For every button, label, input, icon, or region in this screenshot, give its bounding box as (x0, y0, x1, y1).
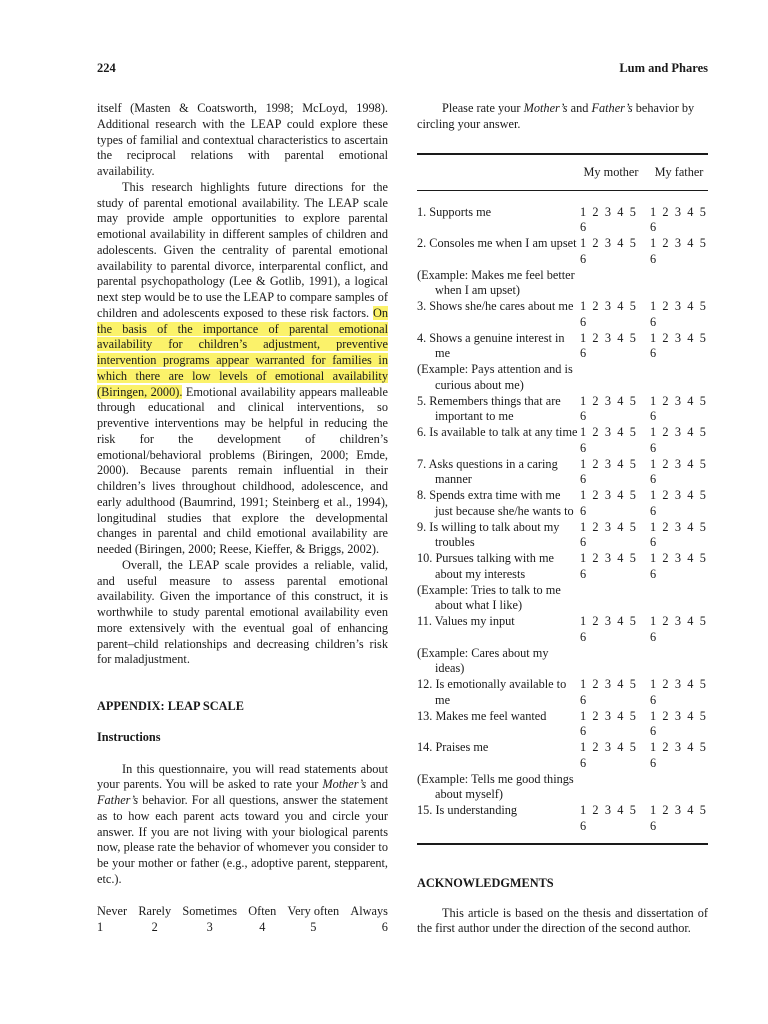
item-text: (Example: Tells me good things about myself) (417, 771, 574, 802)
table-header (417, 155, 708, 190)
leap-item (417, 709, 708, 741)
leap-items-table (417, 191, 708, 843)
scale-item: Rarely 2 (138, 903, 172, 934)
instructions-paragraph: In this questionnaire, you will read statements about your parents. You will be asked to rate your Mother’s and Father’s behavior. For all questions, answer the statement as to how each parent acts toward you and circle your answer. If you are not living with your biological parents now, please rate the behavior of whomever you consider to be your mother or father (e.g., adoptive parent, stepparent, etc.). (97, 761, 388, 886)
item-text: (Example: Cares about my ideas) (417, 645, 549, 676)
father-rating: 1 2 3 4 5 6 (650, 488, 708, 518)
right-column (417, 101, 708, 937)
rating-blank (650, 362, 708, 394)
mother-rating: 1 2 3 4 5 6 (580, 519, 638, 550)
rating-blank (650, 583, 708, 615)
left-column (97, 101, 388, 935)
leap-item-example (417, 362, 708, 394)
appendix-heading: APPENDIX: LEAP SCALE (97, 699, 244, 713)
item-text: (Example: Makes me feel better when I am upset) (417, 267, 575, 298)
mother-rating: 1 2 3 4 5 6 (580, 425, 638, 455)
mother-rating: 1 2 3 4 5 6 (580, 456, 638, 487)
father-rating: 1 2 3 4 5 6 (650, 551, 708, 581)
father-rating: 1 2 3 4 5 6 (650, 236, 708, 266)
rating-blank (580, 583, 642, 615)
item-text: 8. Spends extra time with me just because she/he wants to (417, 488, 574, 518)
father-rating: 1 2 3 4 5 6 (650, 677, 708, 707)
mother-rating: 1 2 3 4 5 6 (580, 803, 638, 833)
rating-blank (580, 772, 642, 804)
leap-item-example (417, 583, 708, 615)
item-text: 2. Consoles me when I am upset (417, 236, 577, 250)
rating-blank (580, 646, 642, 678)
leap-item (417, 299, 708, 331)
father-rating: 1 2 3 4 5 6 (650, 803, 708, 833)
leap-item-example (417, 772, 708, 804)
mother-rating: 1 2 3 4 5 6 (580, 488, 638, 518)
acknowledgments-text: This article is based on the thesis and dissertation of the first author under the direction of the second author. (417, 905, 708, 936)
item-text: 12. Is emotionally available to me (417, 677, 567, 707)
mother-rating: 1 2 3 4 5 6 (580, 236, 638, 266)
mother-rating: 1 2 3 4 5 6 (580, 204, 638, 235)
leap-item (417, 394, 708, 426)
father-rating: 1 2 3 4 5 6 (650, 425, 708, 455)
mother-rating: 1 2 3 4 5 6 (580, 299, 638, 329)
item-text: 4. Shows a genuine interest in me (417, 330, 565, 361)
mother-rating: 1 2 3 4 5 6 (580, 614, 638, 644)
father-column-header: My father (654, 164, 704, 179)
leap-item (417, 614, 708, 646)
table-bottom-rule (417, 843, 708, 845)
item-text: 7. Asks questions in a caring manner (417, 456, 558, 487)
scale-item: Sometimes 3 (182, 903, 238, 934)
rating-blank (650, 646, 708, 678)
scale-item: Always 6 (350, 903, 388, 934)
item-text: 13. Makes me feel wanted (417, 708, 547, 723)
father-rating: 1 2 3 4 5 6 (650, 456, 708, 487)
item-text: 9. Is willing to talk about my troubles (417, 519, 560, 550)
rating-instructions: Please rate your Mother’s and Father’s behavior by circling your answer. (417, 101, 695, 131)
paragraph-2: This research highlights future directions for the study of parental emotional availability. The LEAP scale may provide ample opportunities to explore parental emotional availability in different samples of children and adolescents. Given the centrality of parental emotional availability to parental divorce, interparental conflict, and parental psychopathology (Lee & Gotlib, 1991), a logical next step would be to use the LEAP to compare samples of children and adolescents exposed to these risk factors. On the basis of the importance of parental emotional availability for children’s adjustment, preventive intervention programs appear warranted for families in which there are low levels of emotional availability (Biringen, 2000). Emotional availability appears malleable through educational and clinical interventions, so preventive interventions may be helpful in reducing the risk for the development of children’s emotional/behavioral problems (Biringen, 2000; Emde, 2000). Because parents remain influential in their children’s lives throughout childhood, adolescence, and early adulthood (Baumrind, 1991; Steinberg et al., 1994), longitudinal studies that explore the developmental changes in parental and child emotional availability are needed (Biringen, 2000; Reese, Kieffer, & Briggs, 2002). (97, 179, 388, 556)
item-text: 6. Is available to talk at any time (417, 425, 578, 439)
item-text: (Example: Pays attention and is curious about me) (417, 362, 573, 392)
acknowledgments-heading: ACKNOWLEDGMENTS (417, 875, 554, 890)
leap-item-example (417, 646, 708, 678)
mother-rating: 1 2 3 4 5 6 (580, 708, 638, 739)
mother-rating: 1 2 3 4 5 6 (580, 393, 638, 424)
leap-item (417, 520, 708, 552)
item-text: 14. Praises me (417, 740, 489, 754)
item-text: 10. Pursues talking with me about my interests (417, 551, 554, 581)
leap-item (417, 677, 708, 709)
father-rating: 1 2 3 4 5 6 (650, 740, 708, 770)
page-number: 224 (97, 61, 116, 75)
rating-blank (650, 268, 708, 300)
mother-rating: 1 2 3 4 5 6 (580, 551, 638, 581)
scale-item: Never 1 (97, 903, 128, 934)
rating-blank (580, 268, 642, 300)
father-rating: 1 2 3 4 5 6 (650, 330, 708, 361)
running-title: Lum and Phares (619, 61, 708, 75)
leap-item (417, 803, 708, 835)
leap-item (417, 740, 708, 772)
item-text: (Example: Tries to talk to me about what I like) (417, 582, 561, 613)
leap-item (417, 425, 708, 457)
item-text: 3. Shows she/he cares about me (417, 299, 574, 313)
leap-item-example (417, 268, 708, 300)
scale-item: Often 4 (248, 903, 277, 934)
rating-blank (580, 362, 642, 394)
running-head (97, 61, 708, 77)
father-rating: 1 2 3 4 5 6 (650, 299, 708, 329)
leap-item (417, 551, 708, 583)
father-rating: 1 2 3 4 5 6 (650, 614, 708, 644)
highlighted-passage[interactable]: On the basis of the importance of parental emotional availability for children’s adjustment, preventive intervention programs appear warranted for families in which there are low levels of emotional availability (Biringen, 2000). (97, 305, 388, 399)
item-text: 15. Is understanding (417, 803, 518, 817)
father-rating: 1 2 3 4 5 6 (650, 708, 708, 739)
father-rating: 1 2 3 4 5 6 (650, 204, 708, 235)
leap-item (417, 488, 708, 520)
leap-item (417, 236, 708, 268)
rating-scale-key (97, 903, 388, 935)
father-rating: 1 2 3 4 5 6 (650, 393, 708, 424)
paragraph-3: Overall, the LEAP scale provides a reliable, valid, and useful measure to assess parental emotional availability. Given the importance of this construct, it is worthwhile to study parental emotional availability even more extensively with the eventual goal of enhancing parent–child relationships and decreasing children’s risk for maladjustment. (97, 557, 388, 667)
leap-item (417, 331, 708, 363)
mother-rating: 1 2 3 4 5 6 (580, 677, 638, 707)
item-text: 1. Supports me (417, 204, 492, 219)
father-rating: 1 2 3 4 5 6 (650, 519, 708, 550)
item-text: 5. Remembers things that are important to me (417, 393, 561, 424)
mother-rating: 1 2 3 4 5 6 (580, 740, 638, 770)
leap-item (417, 205, 708, 237)
item-text: 11. Values my input (417, 614, 515, 628)
mother-rating: 1 2 3 4 5 6 (580, 330, 638, 361)
instructions-heading: Instructions (97, 729, 161, 744)
leap-item (417, 457, 708, 489)
paragraph-1: itself (Masten & Coatsworth, 1998; McLoyd, 1998). Additional research with the LEAP could explore these types of familial and contextual characteristics to ascertain the reciprocal relations with parental emotional availability. (97, 101, 388, 178)
mother-column-header: My mother (583, 164, 639, 179)
scale-item: Very often 5 (287, 903, 340, 934)
rating-blank (650, 772, 708, 804)
